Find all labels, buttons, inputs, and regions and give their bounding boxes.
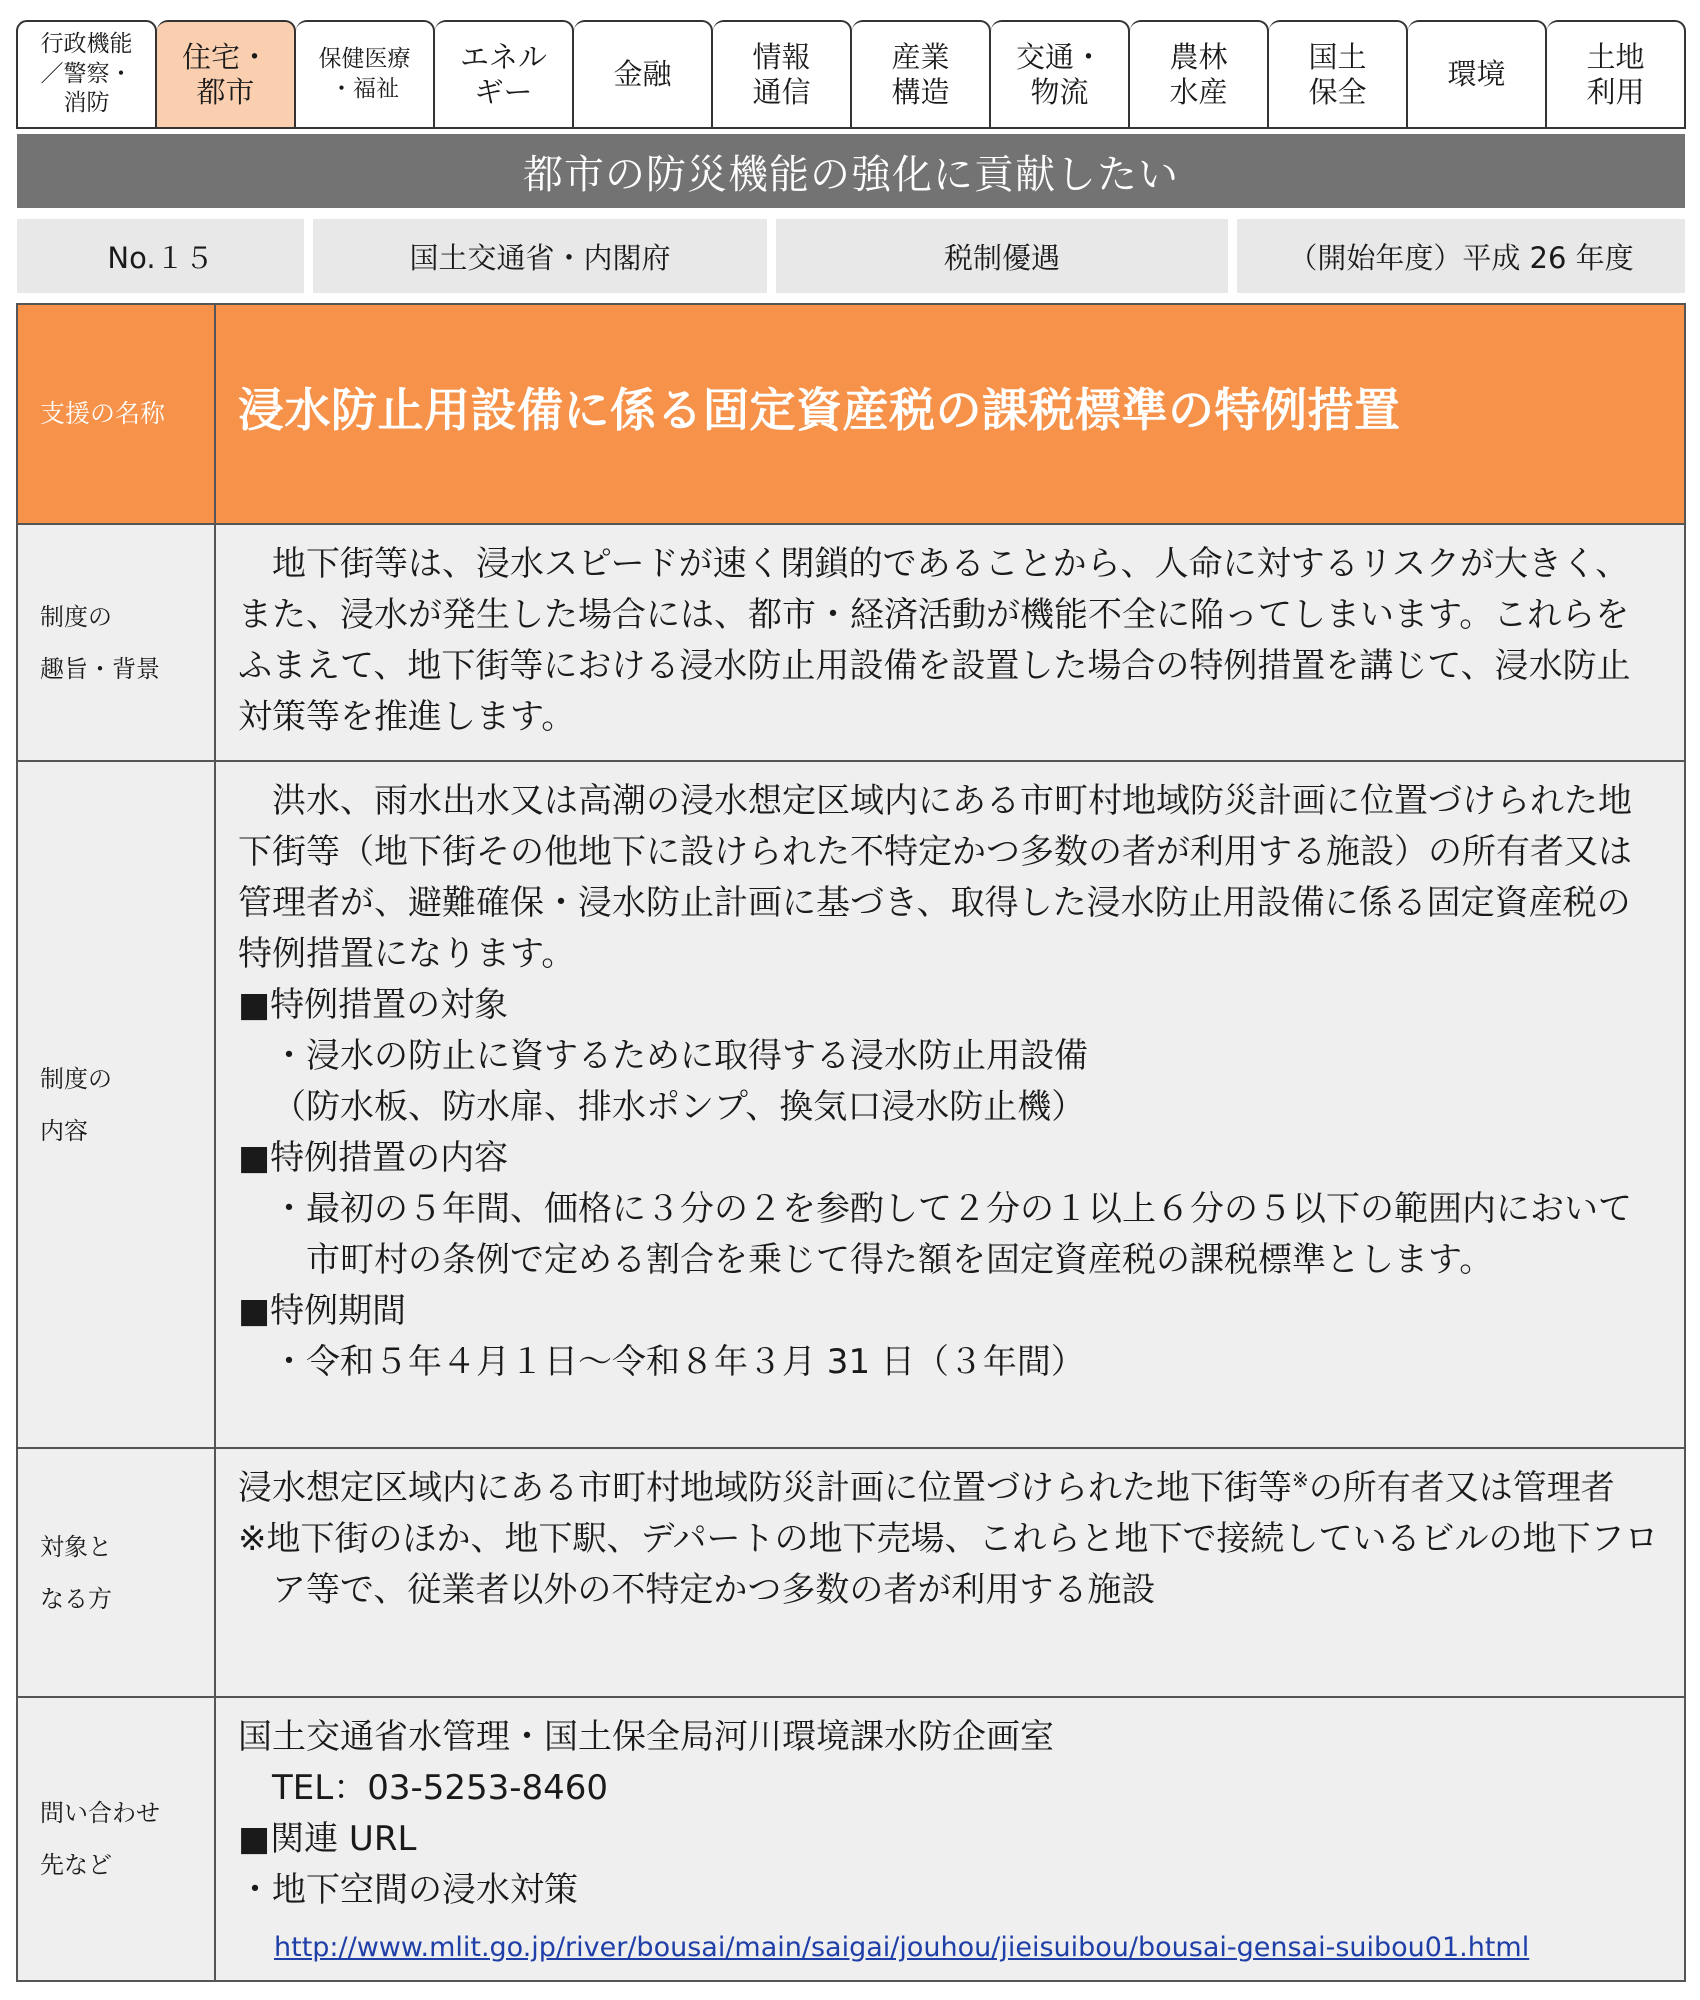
- section-heading-period: ■特例期間: [238, 1291, 407, 1331]
- target-body: [216, 1449, 1684, 1696]
- tab-transport[interactable]: 交通・ 物流: [991, 20, 1130, 129]
- tab-energy[interactable]: エネル ギー: [435, 20, 574, 129]
- related-url-link[interactable]: http://www.mlit.go.jp/river/bousai/main/saigai/jouhou/jieisuibou/bousai-gensai-suibou01.html: [274, 1932, 1530, 1963]
- support-name-label: 支援の名称: [18, 305, 216, 523]
- target-text: 浸水想定区域内にある市町村地域防災計画に位置づけられた地下街等※の所有者又は管理者: [238, 1468, 1615, 1508]
- section-heading-target: ■特例措置の対象: [238, 985, 509, 1025]
- bullet-period: ・令和５年４月１日～令和８年３月 31 日（３年間）: [272, 1342, 1085, 1382]
- tab-environment[interactable]: 環境: [1408, 20, 1547, 129]
- support-name-row: [18, 305, 1684, 523]
- ministry: 国土交通省・内閣府: [313, 219, 767, 293]
- support-type: 税制優遇: [776, 219, 1228, 293]
- category-tabs: [16, 20, 1686, 129]
- related-url-heading: ■関連 URL: [238, 1819, 417, 1859]
- target-label: 対象と なる方: [18, 1449, 216, 1696]
- target-row: [18, 1447, 1684, 1696]
- purpose-row: [18, 523, 1684, 760]
- content-row: [18, 760, 1684, 1447]
- purpose-text: 地下街等は、浸水スピードが速く閉鎖的であることから、人命に対するリスクが大きく、また、浸水が発生した場合には、都市・経済活動が機能不全に陥ってしまいます。これらをふまえて、地下街等における浸水防止用設備を設置した場合の特例措置を講じて、浸水防止対策等を推進します。: [238, 544, 1631, 737]
- info-bar: [17, 219, 1685, 293]
- purpose-label: 制度の 趣旨・背景: [18, 525, 216, 760]
- start-year: （開始年度）平成 26 年度: [1237, 219, 1685, 293]
- tab-housing-city[interactable]: 住宅・ 都市: [157, 20, 296, 129]
- tab-administration[interactable]: 行政機能 ／警察・ 消防: [16, 20, 157, 129]
- tab-land-conservation[interactable]: 国土 保全: [1269, 20, 1408, 129]
- tab-health-welfare[interactable]: 保健医療 ・福祉: [296, 20, 435, 129]
- contact-row: [18, 1696, 1684, 1980]
- tab-land-use[interactable]: 土地 利用: [1547, 20, 1686, 129]
- tab-agriculture[interactable]: 農林 水産: [1130, 20, 1269, 129]
- purpose-content: [216, 525, 1684, 760]
- content-body: [216, 762, 1684, 1447]
- related-link-label: ・地下空間の浸水対策: [238, 1870, 578, 1910]
- tab-information[interactable]: 情報 通信: [713, 20, 852, 129]
- contact-office: 国土交通省水管理・国土保全局河川環境課水防企画室: [238, 1717, 1054, 1757]
- tab-industry[interactable]: 産業 構造: [852, 20, 991, 129]
- support-name: 浸水防止用設備に係る固定資産税の課税標準の特例措置: [238, 382, 1401, 437]
- contact-body: [216, 1698, 1684, 1980]
- target-note: ※地下街のほか、地下駅、デパートの地下売場、これらと地下で接続しているビルの地下フロア等で、従業者以外の不特定かつ多数の者が利用する施設: [238, 1519, 1659, 1610]
- detail-table: [16, 303, 1686, 1982]
- bullet-target: ・浸水の防止に資するために取得する浸水防止用設備: [272, 1036, 1088, 1076]
- bullet-content: ・最初の５年間、価格に３分の２を参酌して２分の１以上６分の５以下の範囲内において市町村の条例で定める割合を乗じて得た額を固定資産税の課税標準とします。: [272, 1189, 1632, 1280]
- contact-tel: TEL：03-5253-8460: [272, 1768, 609, 1808]
- item-number: No.１５: [17, 219, 304, 293]
- footnote-mark: ※: [1292, 1468, 1309, 1492]
- section-heading-content: ■特例措置の内容: [238, 1138, 509, 1178]
- contact-label: 問い合わせ 先など: [18, 1698, 216, 1980]
- content-label: 制度の 内容: [18, 762, 216, 1447]
- bullet-target-examples: （防水板、防水扉、排水ポンプ、換気口浸水防止機）: [272, 1087, 1086, 1127]
- tab-finance[interactable]: 金融: [574, 20, 713, 129]
- content-intro: 洪水、雨水出水又は高潮の浸水想定区域内にある市町村地域防災計画に位置づけられた地下街等（地下街その他地下に設けられた不特定かつ多数の者が利用する施設）の所有者又は管理者が、避難確保・浸水防止計画に基づき、取得した浸水防止用設備に係る固定資産税の特例措置になります。: [238, 781, 1632, 974]
- page-banner: 都市の防災機能の強化に貢献したい: [17, 134, 1685, 208]
